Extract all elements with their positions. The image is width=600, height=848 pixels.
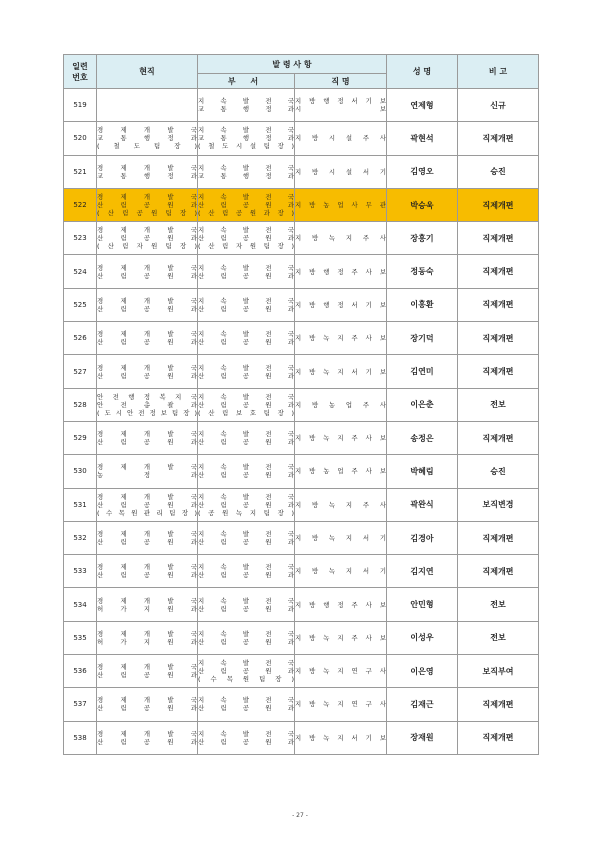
current-position-cell-line: 경 제 개 발 국 bbox=[97, 330, 197, 339]
current-position-cell-line: 산 림 공 원 과 bbox=[97, 538, 197, 546]
note-cell: 승진 bbox=[458, 455, 539, 488]
department-cell-line: 지 속 발 전 국 bbox=[198, 463, 294, 472]
note-cell: 직제개편 bbox=[458, 288, 539, 321]
current-position-cell-line: 허 가 지 원 과 bbox=[97, 637, 197, 646]
name-cell: 김지연 bbox=[387, 555, 458, 588]
department-cell bbox=[198, 521, 295, 554]
serial-cell: 534 bbox=[64, 588, 97, 621]
department-cell-line: 산 림 공 원 과 bbox=[198, 604, 294, 613]
current-position-cell-line: 산 림 공 원 과 bbox=[97, 271, 197, 280]
note-cell: 신규 bbox=[458, 89, 539, 122]
department-cell-line: 지 속 발 전 국 bbox=[198, 193, 294, 202]
department-cell-line: 산 림 공 원 과 bbox=[198, 438, 294, 447]
header-serial-line: 일련 bbox=[72, 61, 88, 71]
department-cell-line: 산 림 공 원 과 bbox=[198, 371, 294, 380]
current-position-cell-line: 안 전 행 정 복 지 국 bbox=[97, 392, 197, 401]
current-position-cell-line: 산 림 공 원 과 bbox=[97, 371, 197, 380]
current-position-cell-line: ( 도 시 안 전 정 보 팀 장 ) bbox=[97, 408, 197, 417]
rank-cell-line: 지 방 녹 지 주 사 bbox=[295, 234, 386, 243]
serial-cell: 537 bbox=[64, 688, 97, 721]
header-rank: 직 명 bbox=[295, 74, 387, 89]
header-dept: 부 서 bbox=[198, 74, 295, 89]
note-cell: 직제개편 bbox=[458, 721, 539, 754]
department-cell-line: 산 림 공 원 과 bbox=[198, 304, 294, 313]
note-cell: 보직변경 bbox=[458, 488, 539, 521]
department-cell-line: 산 림 공 원 과 bbox=[198, 201, 294, 210]
department-cell bbox=[198, 555, 295, 588]
current-position-cell bbox=[97, 455, 198, 488]
serial-cell: 519 bbox=[64, 89, 97, 122]
department-cell bbox=[198, 488, 295, 521]
rank-cell bbox=[295, 621, 387, 654]
rank-cell bbox=[295, 155, 387, 188]
current-position-cell bbox=[97, 288, 198, 321]
table-row bbox=[64, 188, 539, 221]
rank-cell bbox=[295, 521, 387, 554]
current-position-cell-line: 산 림 공 원 과 bbox=[97, 338, 197, 347]
note-cell: 직제개편 bbox=[458, 322, 539, 355]
current-position-cell-line: 경 제 개 발 국 bbox=[97, 193, 197, 202]
serial-cell: 535 bbox=[64, 621, 97, 654]
current-position-cell bbox=[97, 255, 198, 288]
department-cell-line: 지 속 발 전 국 bbox=[198, 696, 294, 705]
name-cell: 이성우 bbox=[387, 621, 458, 654]
current-position-cell-line: ( 철 도 팀 장 ) bbox=[97, 142, 197, 151]
current-position-cell bbox=[97, 355, 198, 388]
rank-cell bbox=[295, 89, 387, 122]
name-cell: 장기덕 bbox=[387, 322, 458, 355]
rank-cell bbox=[295, 555, 387, 588]
rank-cell-line: 지 방 녹 지 주 사 bbox=[295, 500, 386, 509]
rank-cell bbox=[295, 455, 387, 488]
name-cell: 박혜림 bbox=[387, 455, 458, 488]
header-appointment: 발 령 사 항 bbox=[198, 55, 387, 74]
current-position-cell-line: 산 림 공 원 과 bbox=[97, 704, 197, 713]
department-cell bbox=[198, 421, 295, 454]
rank-cell-line: 지 방 행 정 주 사 보 bbox=[295, 267, 386, 276]
note-cell: 직제개편 bbox=[458, 188, 539, 221]
name-cell: 안민형 bbox=[387, 588, 458, 621]
department-cell bbox=[198, 388, 295, 421]
rank-cell-line: 지 방 행 정 서 기 보 bbox=[295, 300, 386, 309]
header-note: 비 고 bbox=[458, 55, 539, 89]
department-cell bbox=[198, 588, 295, 621]
department-cell bbox=[198, 255, 295, 288]
department-cell-line: 지 속 발 전 국 bbox=[198, 430, 294, 439]
department-cell-line: ( 산 림 공 원 과 장 ) bbox=[198, 209, 294, 218]
current-position-cell-line: ( 산 림 공 원 팀 장 ) bbox=[97, 209, 197, 218]
name-cell: 이은춘 bbox=[387, 388, 458, 421]
rank-cell-line: 지 방 농 업 주 사 보 bbox=[295, 467, 386, 476]
note-cell: 직제개편 bbox=[458, 122, 539, 155]
serial-cell: 531 bbox=[64, 488, 97, 521]
header-serial bbox=[64, 55, 97, 89]
department-cell-line: 지 속 발 전 국 bbox=[198, 163, 294, 172]
table-row bbox=[64, 688, 539, 721]
current-position-cell-line: 경 제 개 발 국 bbox=[97, 126, 197, 135]
name-cell: 곽현석 bbox=[387, 122, 458, 155]
rank-cell bbox=[295, 688, 387, 721]
rank-cell bbox=[295, 255, 387, 288]
rank-cell bbox=[295, 388, 387, 421]
rank-cell-line: 지 방 녹 지 연 구 사 bbox=[295, 700, 386, 709]
current-position-cell-line: 교 통 행 정 과 bbox=[97, 134, 197, 143]
department-cell-line: 지 속 발 전 국 bbox=[198, 226, 294, 235]
rank-cell bbox=[295, 122, 387, 155]
serial-cell: 521 bbox=[64, 155, 97, 188]
rank-cell bbox=[295, 488, 387, 521]
rank-cell bbox=[295, 188, 387, 221]
rank-cell-line: 지 방 녹 지 서 기 보 bbox=[295, 367, 386, 376]
current-position-cell-line: 산 림 공 원 과 bbox=[97, 304, 197, 313]
current-position-cell bbox=[97, 555, 198, 588]
current-position-cell-line: 경 제 개 발 국 bbox=[97, 163, 197, 172]
current-position-cell-line: 경 제 개 발 국 bbox=[97, 696, 197, 705]
department-cell-line: 산 림 공 원 과 bbox=[198, 737, 294, 746]
personnel-table bbox=[63, 54, 539, 755]
department-cell bbox=[198, 188, 295, 221]
note-cell: 직제개편 bbox=[458, 421, 539, 454]
current-position-cell-line: 안 전 총 괄 과 bbox=[97, 400, 197, 409]
name-cell: 송정은 bbox=[387, 421, 458, 454]
current-position-cell-line: 산 림 공 원 과 bbox=[97, 671, 197, 680]
table-row bbox=[64, 155, 539, 188]
note-cell: 직제개편 bbox=[458, 688, 539, 721]
name-cell: 장재원 bbox=[387, 721, 458, 754]
rank-cell bbox=[295, 222, 387, 255]
name-cell: 박승욱 bbox=[387, 188, 458, 221]
table-row bbox=[64, 655, 539, 688]
serial-cell: 522 bbox=[64, 188, 97, 221]
department-cell-line: ( 산 림 자 원 팀 장 ) bbox=[198, 242, 294, 251]
name-cell: 김경아 bbox=[387, 521, 458, 554]
current-position-cell-line: 경 제 개 발 국 bbox=[97, 263, 197, 272]
department-cell-line: 교 통 행 정 과 bbox=[198, 105, 294, 114]
current-position-cell bbox=[97, 222, 198, 255]
current-position-cell-line: 허 가 지 원 과 bbox=[97, 604, 197, 613]
current-position-cell bbox=[97, 322, 198, 355]
table-row bbox=[64, 721, 539, 754]
current-position-cell-line: 산 림 공 원 과 bbox=[97, 234, 197, 243]
current-position-cell bbox=[97, 688, 198, 721]
current-position-cell-line: 경 제 개 발 국 bbox=[97, 463, 197, 472]
name-cell: 김영오 bbox=[387, 155, 458, 188]
current-position-cell bbox=[97, 155, 198, 188]
department-cell-line: 산 림 공 원 과 bbox=[198, 338, 294, 347]
department-cell bbox=[198, 455, 295, 488]
table-row bbox=[64, 89, 539, 122]
table-body bbox=[64, 89, 539, 755]
current-position-cell-line: 산 림 공 원 과 bbox=[97, 438, 197, 447]
rank-cell-line: 지 방 농 업 사 무 관 bbox=[295, 201, 386, 210]
table-row bbox=[64, 288, 539, 321]
department-cell-line: 지 속 발 전 국 bbox=[198, 392, 294, 401]
department-cell-line: 산 림 공 원 과 bbox=[198, 271, 294, 280]
current-position-cell bbox=[97, 122, 198, 155]
current-position-cell bbox=[97, 388, 198, 421]
current-position-cell-line: 경 제 개 발 국 bbox=[97, 629, 197, 638]
rank-cell-line: 지 방 녹 지 주 사 보 bbox=[295, 633, 386, 642]
note-cell: 직제개편 bbox=[458, 555, 539, 588]
header-serial-line: 번호 bbox=[72, 72, 88, 82]
rank-cell bbox=[295, 355, 387, 388]
table-row bbox=[64, 388, 539, 421]
note-cell: 직제개편 bbox=[458, 521, 539, 554]
current-position-cell-line: 산 림 공 원 과 bbox=[97, 571, 197, 580]
note-cell: 직제개편 bbox=[458, 355, 539, 388]
department-cell-line: 산 림 공 원 과 bbox=[198, 400, 294, 409]
rank-cell bbox=[295, 655, 387, 688]
department-cell-line: 지 속 발 전 국 bbox=[198, 629, 294, 638]
current-position-cell-line: 경 제 개 발 국 bbox=[97, 296, 197, 305]
note-cell: 전보 bbox=[458, 588, 539, 621]
name-cell: 장흥기 bbox=[387, 222, 458, 255]
current-position-cell-line: 농 정 과 bbox=[97, 471, 197, 480]
rank-cell-line: 지 방 녹 지 서 기 bbox=[295, 534, 386, 542]
serial-cell: 526 bbox=[64, 322, 97, 355]
serial-cell: 536 bbox=[64, 655, 97, 688]
department-cell-line: 교 통 행 정 과 bbox=[198, 171, 294, 180]
department-cell-line: 산 림 공 원 과 bbox=[198, 637, 294, 646]
rank-cell-line: 지 방 녹 지 연 구 사 bbox=[295, 667, 386, 676]
department-cell bbox=[198, 688, 295, 721]
current-position-cell-line: 경 제 개 발 국 bbox=[97, 663, 197, 672]
department-cell-line: 산 림 공 원 과 bbox=[198, 667, 294, 676]
serial-cell: 538 bbox=[64, 721, 97, 754]
rank-cell-line: 지 방 시 설 서 기 bbox=[295, 167, 386, 176]
department-cell bbox=[198, 288, 295, 321]
rank-cell-line: 지 방 농 업 주 사 bbox=[295, 400, 386, 409]
serial-cell: 520 bbox=[64, 122, 97, 155]
table-row bbox=[64, 621, 539, 654]
rank-cell-line: 지 방 행 정 주 사 보 bbox=[295, 600, 386, 609]
page-number: - 27 - bbox=[292, 812, 308, 819]
department-cell bbox=[198, 721, 295, 754]
serial-cell: 530 bbox=[64, 455, 97, 488]
serial-cell: 524 bbox=[64, 255, 97, 288]
serial-cell: 525 bbox=[64, 288, 97, 321]
current-position-cell-line: 산 림 공 원 과 bbox=[97, 737, 197, 746]
department-cell bbox=[198, 322, 295, 355]
note-cell: 직제개편 bbox=[458, 222, 539, 255]
name-cell: 김연미 bbox=[387, 355, 458, 388]
note-cell: 보직부여 bbox=[458, 655, 539, 688]
name-cell: 연제형 bbox=[387, 89, 458, 122]
name-cell: 이은영 bbox=[387, 655, 458, 688]
current-position-cell bbox=[97, 521, 198, 554]
table-row bbox=[64, 122, 539, 155]
current-position-cell-line: 경 제 개 발 국 bbox=[97, 226, 197, 235]
department-cell-line: 지 속 발 전 국 bbox=[198, 263, 294, 272]
department-cell bbox=[198, 621, 295, 654]
rank-cell-line: 지 방 녹 지 주 사 보 bbox=[295, 434, 386, 443]
note-cell: 직제개편 bbox=[458, 255, 539, 288]
note-cell: 승진 bbox=[458, 155, 539, 188]
current-position-cell bbox=[97, 621, 198, 654]
department-cell-line: ( 공 원 녹 지 팀 장 ) bbox=[198, 508, 294, 517]
department-cell-line: 산 림 공 원 과 bbox=[198, 538, 294, 546]
rank-cell bbox=[295, 288, 387, 321]
serial-cell: 533 bbox=[64, 555, 97, 588]
department-cell bbox=[198, 355, 295, 388]
serial-cell: 527 bbox=[64, 355, 97, 388]
note-cell: 전보 bbox=[458, 621, 539, 654]
current-position-cell-line: 경 제 개 발 국 bbox=[97, 430, 197, 439]
rank-cell-line: 지 방 행 정 서 기 보 bbox=[295, 97, 386, 106]
rank-cell bbox=[295, 721, 387, 754]
department-cell-line: 산 림 공 원 과 bbox=[198, 704, 294, 713]
current-position-cell bbox=[97, 421, 198, 454]
department-cell-line: 산 림 공 원 과 bbox=[198, 234, 294, 243]
department-cell-line: 지 속 발 전 국 bbox=[198, 363, 294, 372]
header-current: 현직 bbox=[97, 55, 198, 89]
rank-cell-line: 지 방 녹 지 주 사 보 bbox=[295, 334, 386, 343]
rank-cell-line: 지 방 녹 지 서 기 보 bbox=[295, 733, 386, 742]
department-cell-line: 산 림 공 원 과 bbox=[198, 571, 294, 580]
department-cell-line: 지 속 발 전 국 bbox=[198, 330, 294, 339]
rank-cell-line: 지 방 녹 지 서 기 bbox=[295, 567, 386, 576]
department-cell-line: 산 림 공 원 과 bbox=[198, 500, 294, 509]
department-cell-line: 지 속 발 전 국 bbox=[198, 563, 294, 572]
current-position-cell bbox=[97, 488, 198, 521]
department-cell bbox=[198, 655, 295, 688]
rank-cell bbox=[295, 421, 387, 454]
current-position-cell bbox=[97, 588, 198, 621]
rank-cell-line: 지 방 시 설 주 사 bbox=[295, 134, 386, 143]
department-cell bbox=[198, 122, 295, 155]
table-row bbox=[64, 455, 539, 488]
name-cell: 김재근 bbox=[387, 688, 458, 721]
current-position-cell-line: ( 수 목 원 관 리 팀 장 ) bbox=[97, 508, 197, 517]
current-position-cell bbox=[97, 89, 198, 122]
department-cell bbox=[198, 89, 295, 122]
rank-cell-line: 시 보 bbox=[295, 105, 386, 114]
serial-cell: 529 bbox=[64, 421, 97, 454]
serial-cell: 528 bbox=[64, 388, 97, 421]
table-row bbox=[64, 555, 539, 588]
department-cell-line: ( 수 목 원 팀 장 ) bbox=[198, 675, 294, 684]
current-position-cell-line: 산 림 공 원 과 bbox=[97, 201, 197, 210]
current-position-cell bbox=[97, 721, 198, 754]
current-position-cell-line: 경 제 개 발 국 bbox=[97, 729, 197, 738]
table-row bbox=[64, 588, 539, 621]
current-position-cell-line: 경 제 개 발 국 bbox=[97, 363, 197, 372]
name-cell: 이홍환 bbox=[387, 288, 458, 321]
current-position-cell-line: 산 림 공 원 과 bbox=[97, 500, 197, 509]
note-cell: 전보 bbox=[458, 388, 539, 421]
current-position-cell-line: 경 제 개 발 국 bbox=[97, 530, 197, 538]
department-cell-line: 지 속 발 전 국 bbox=[198, 126, 294, 135]
department-cell-line: ( 철 도 시 설 팀 장 ) bbox=[198, 142, 294, 151]
department-cell-line: 지 속 발 전 국 bbox=[198, 729, 294, 738]
rank-cell bbox=[295, 322, 387, 355]
rank-cell bbox=[295, 588, 387, 621]
table-row bbox=[64, 255, 539, 288]
current-position-cell-line: ( 산 림 자 원 팀 장 ) bbox=[97, 242, 197, 251]
department-cell-line: 지 속 발 전 국 bbox=[198, 492, 294, 501]
table-row bbox=[64, 488, 539, 521]
current-position-cell-line: 경 제 개 발 국 bbox=[97, 492, 197, 501]
department-cell-line: 지 속 발 전 국 bbox=[198, 596, 294, 605]
current-position-cell-line: 경 제 개 발 국 bbox=[97, 596, 197, 605]
department-cell bbox=[198, 155, 295, 188]
department-cell-line: 산 림 공 원 과 bbox=[198, 471, 294, 480]
serial-cell: 523 bbox=[64, 222, 97, 255]
name-cell: 곽완식 bbox=[387, 488, 458, 521]
table-row bbox=[64, 355, 539, 388]
table-row bbox=[64, 421, 539, 454]
current-position-cell bbox=[97, 188, 198, 221]
department-cell-line: 지 속 발 전 국 bbox=[198, 659, 294, 668]
department-cell-line: 지 속 발 전 국 bbox=[198, 296, 294, 305]
table-row bbox=[64, 322, 539, 355]
serial-cell: 532 bbox=[64, 521, 97, 554]
department-cell-line: ( 산 림 보 호 팀 장 ) bbox=[198, 408, 294, 417]
table-row bbox=[64, 521, 539, 554]
current-position-cell-line: 경 제 개 발 국 bbox=[97, 563, 197, 572]
header-name: 성 명 bbox=[387, 55, 458, 89]
table-row bbox=[64, 222, 539, 255]
department-cell-line: 지 속 발 전 국 bbox=[198, 97, 294, 106]
department-cell-line: 교 통 행 정 과 bbox=[198, 134, 294, 143]
department-cell-line: 지 속 발 전 국 bbox=[198, 530, 294, 538]
name-cell: 정동숙 bbox=[387, 255, 458, 288]
department-cell bbox=[198, 222, 295, 255]
current-position-cell-line: 교 통 행 정 과 bbox=[97, 171, 197, 180]
current-position-cell bbox=[97, 655, 198, 688]
